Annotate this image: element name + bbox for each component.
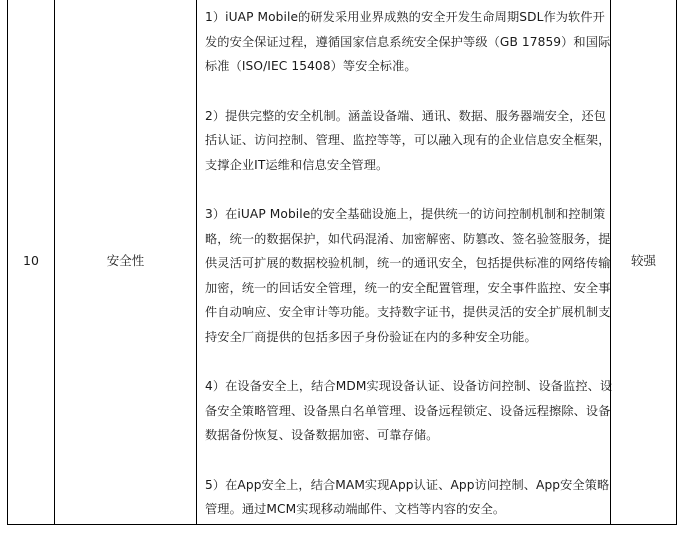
description-line: 括认证、访问控制、管理、监控等等，可以融入现有的企业信息安全框架， (205, 133, 611, 147)
description-line: 1）iUAP Mobile的研发采用业界成熟的安全开发生命周期SDL作为软件开 (205, 10, 605, 24)
description-line: 供灵活可扩展的数据校验机制，统一的通讯安全，包括提供标准的网络传输 (205, 256, 611, 270)
level-cell (610, 0, 676, 524)
row-number-cell (8, 0, 54, 524)
description-line: 管理。通过MCM实现移动端邮件、文档等内容的安全。 (205, 502, 506, 516)
description-line: 略，统一的数据保护，如代码混淆、加密解密、防篡改、签名验签服务，提 (205, 231, 611, 246)
description-line: 备安全策略管理、设备黑白名单管理、设备远程锁定、设备远程擦除、设备 (205, 403, 611, 418)
description-paragraph (205, 104, 611, 178)
description-line: 数据备份恢复、设备数据加密、可靠存储。 (205, 428, 439, 442)
description-line: 件自动响应、安全审计等功能。支持数字证书，提供灵活的安全扩展机制支 (205, 305, 611, 319)
description-line: 支撑企业IT运维和信息安全管理。 (205, 157, 389, 172)
requirements-table (7, 0, 677, 525)
description-line: 2）提供完整的安全机制。涵盖设备端、通讯、数据、服务器端安全，还包 (205, 108, 607, 123)
category-cell (54, 0, 196, 524)
description-line: 标准（ISO/IEC 15408）等安全标准。 (205, 59, 417, 73)
description-paragraph (205, 374, 613, 448)
description-cell (196, 0, 613, 524)
category-name: 安全性 (106, 253, 145, 268)
description-line: 持安全厂商提供的包括多因子身份验证在内的多种安全功能。 (205, 329, 537, 344)
description-text (205, 5, 613, 522)
description-line: 4）在设备安全上，结合MDM实现设备认证、设备访问控制、设备监控、设 (205, 379, 613, 393)
description-paragraph (205, 5, 611, 79)
level-value: 较强 (630, 253, 656, 268)
description-paragraph (205, 473, 610, 522)
description-line: 加密，统一的回话安全管理，统一的安全配置管理，安全事件监控、安全事 (205, 280, 611, 295)
description-line: 3）在iUAP Mobile的安全基础设施上，提供统一的访问控制机制和控制策 (205, 207, 606, 221)
row-number: 10 (23, 253, 39, 268)
description-line: 发的安全保证过程，遵循国家信息系统安全保护等级（GB 17859）和国际 (205, 34, 611, 49)
description-line: 5）在App安全上，结合MAM实现App认证、App访问控制、App安全策略 (205, 477, 610, 492)
description-paragraph (205, 202, 611, 349)
